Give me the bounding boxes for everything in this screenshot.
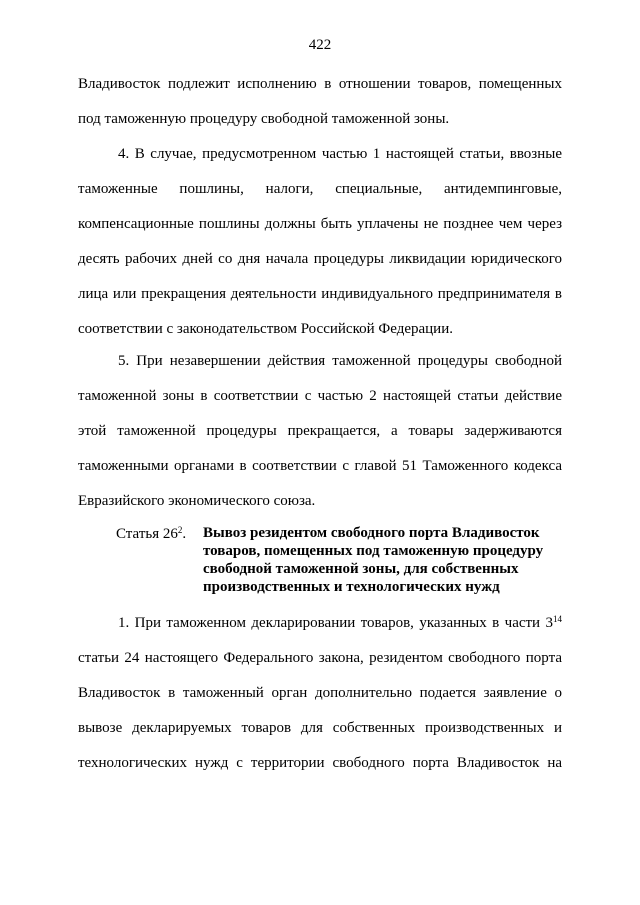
text-line: Евразийского экономического союза. [78, 493, 316, 509]
text-line: лица или прекращения деятельности индивидуального предпринимателя в [78, 286, 562, 302]
text-line: статьи 24 настоящего Федерального закона, резидентом свободного порта [78, 650, 562, 666]
text-line: 5. При незавершении действия таможенной процедуры свободной [118, 353, 562, 369]
text-line [118, 614, 562, 632]
text-line: компенсационные пошлины должны быть уплачены не позднее чем через [78, 216, 562, 232]
article-title-line: Вывоз резидентом свободного порта Владивосток [203, 525, 540, 541]
text-line: Владивосток в таможенный орган дополнительно подается заявление о [78, 685, 562, 701]
text-line: 4. В случае, предусмотренном частью 1 настоящей статьи, ввозные [118, 146, 562, 162]
article-label-superscript: 2 [177, 525, 183, 535]
text-line: вывозе декларируемых товаров для собственных производственных и [78, 720, 562, 736]
text-line: под таможенную процедуру свободной таможенной зоны. [78, 111, 450, 127]
page-number: 422 [308, 37, 332, 53]
text-line: технологических нужд с территории свободного порта Владивосток на [78, 755, 562, 771]
text-line: таможенные пошлины, налоги, специальные, антидемпинговые, [78, 181, 562, 197]
text-line: таможенными органами в соответствии с главой 51 Таможенного кодекса [78, 458, 562, 474]
text-superscript: 14 [553, 614, 562, 624]
text-line: таможенной зоны в соответствии с частью 2 настоящей статьи действие [78, 388, 562, 404]
article-label-period: . [182, 526, 187, 542]
article-label [116, 525, 186, 543]
text-line: десять рабочих дней со дня начала процедуры ликвидации юридического [78, 251, 562, 267]
text-line: соответствии с законодательством Российской Федерации. [78, 321, 453, 337]
text-line-content: 1. При таможенном декларировании товаров, указанных в части 3 [118, 615, 553, 631]
article-label-text: Статья 26 [116, 526, 178, 542]
article-title-line: свободной таможенной зоны, для собственных [203, 561, 519, 577]
text-line: Владивосток подлежит исполнению в отношении товаров, помещенных [78, 76, 562, 92]
text-line: этой таможенной процедуры прекращается, а товары задерживаются [78, 423, 562, 439]
article-title-line: производственных и технологических нужд [203, 579, 500, 595]
article-title-line: товаров, помещенных под таможенную процедуру [203, 543, 544, 559]
